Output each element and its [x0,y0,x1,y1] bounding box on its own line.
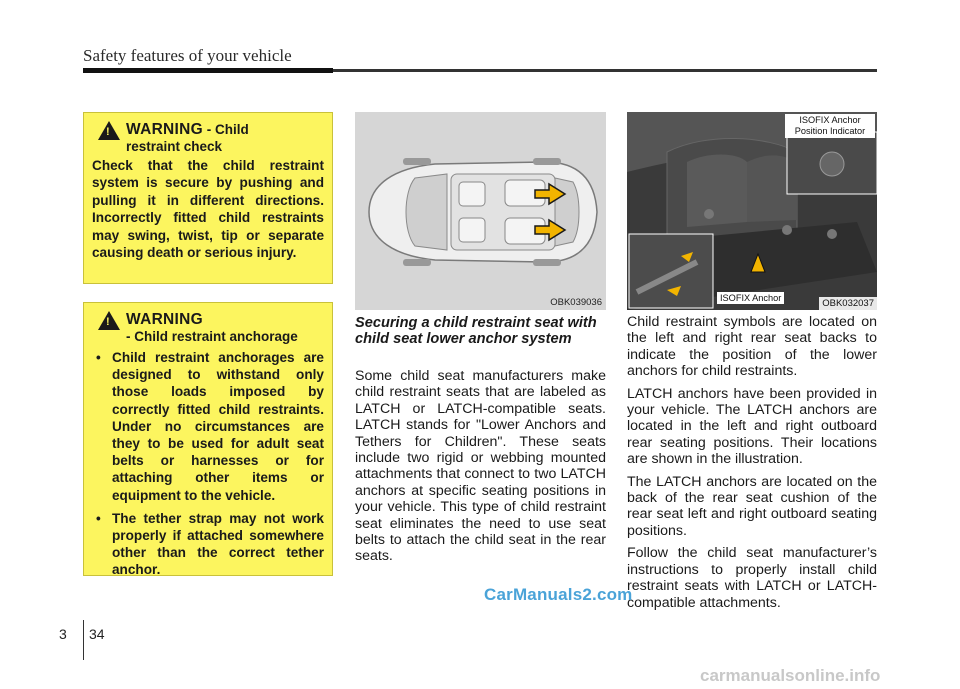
warning-bullet: • Child restraint anchorages are designed to withstand only those loads imposed by correctly fitted child restraints. Under no circumstances are they to be used for adult seat belts or harnesses or for attaching other items or equipment to the vehicle. [92,349,324,504]
isofix-indicator-label-line2: Position Indicator [794,125,866,136]
warning-subtitle: - Child restraint anchorage [126,329,298,344]
isofix-indicator-label [785,114,875,138]
warning-word: WARNING [126,311,204,328]
warning-word: WARNING [126,121,204,138]
warning-triangle-icon [98,121,120,140]
warning-subtitle-continued: restraint check [126,139,223,154]
watermark-link[interactable]: CarManuals2.com [484,585,633,604]
paragraph: The LATCH anchors are located on the back of the rear seat cushion of the rear seat left and right outboard seating positions. [627,473,877,539]
paragraph: LATCH anchors have been provided in your vehicle. The LATCH anchors are located in the left and right outboard rear seating positions. Their locations are shown in the illustration. [627,385,877,468]
warning-bullet: • The tether strap may not work properly if attached somewhere other than the correct tether anchor. [92,510,324,579]
paragraph: Child restraint symbols are located on the left and right rear seat backs to indicate the position of the lower anchors for child restraints. [627,314,877,380]
rear-seat-illustration [627,112,877,310]
chapter-number: 3 [59,626,67,642]
page-header-title: Safety features of your vehicle [83,46,292,65]
warning-box-child-restraint-check [83,112,333,284]
figure-code: OBK039036 [550,297,602,308]
warning-body: Check that the child restraint system is secure by pushing and pulling it in different directions. Incorrectly fitted child restraints may swing, twist, tip or separate causing death or serious injury. [92,158,324,261]
warning-heading [92,121,324,155]
page-number: 34 [89,626,105,642]
section-heading: Securing a child restraint seat with child seat lower anchor system [355,315,597,347]
page-number-divider [83,620,84,660]
paragraph: Follow the child seat manufacturer’s instructions to properly install child restraint seats with LATCH or LATCH-compatible attachments. [627,545,877,611]
watermark-footer: carmanualsonline.info [700,666,881,685]
latch-arrow-icons [529,182,569,252]
header-rule-accent [83,68,333,73]
warning-box-child-restraint-anchorage [83,302,333,576]
warning-heading [92,311,324,345]
right-column-body [627,314,877,617]
warning-bullet-list [92,349,324,579]
figure-car-top-view [355,112,606,310]
isofix-indicator-label-line1: ISOFIX Anchor [799,115,861,125]
warning-triangle-icon [98,311,120,330]
section-body [355,368,606,565]
section-paragraph: Some child seat manufacturers make child restraint seats that are labeled as LATCH or LATCH-compatible seats. LATCH stands for "Lower Anchors and Tethers for Children". These seats include two rigid or webbing mounted attachments that connect to two LATCH anchors at specific seating positions in your vehicle. This type of child restraint seat eliminates the need to use seat belts to attach the child seat in the rear seats. [355,368,606,565]
figure-rear-seat-photo [627,112,877,310]
figure-code: OBK032037 [819,297,877,310]
warning-subtitle: - Child [203,122,249,137]
isofix-anchor-label: ISOFIX Anchor [717,292,784,304]
